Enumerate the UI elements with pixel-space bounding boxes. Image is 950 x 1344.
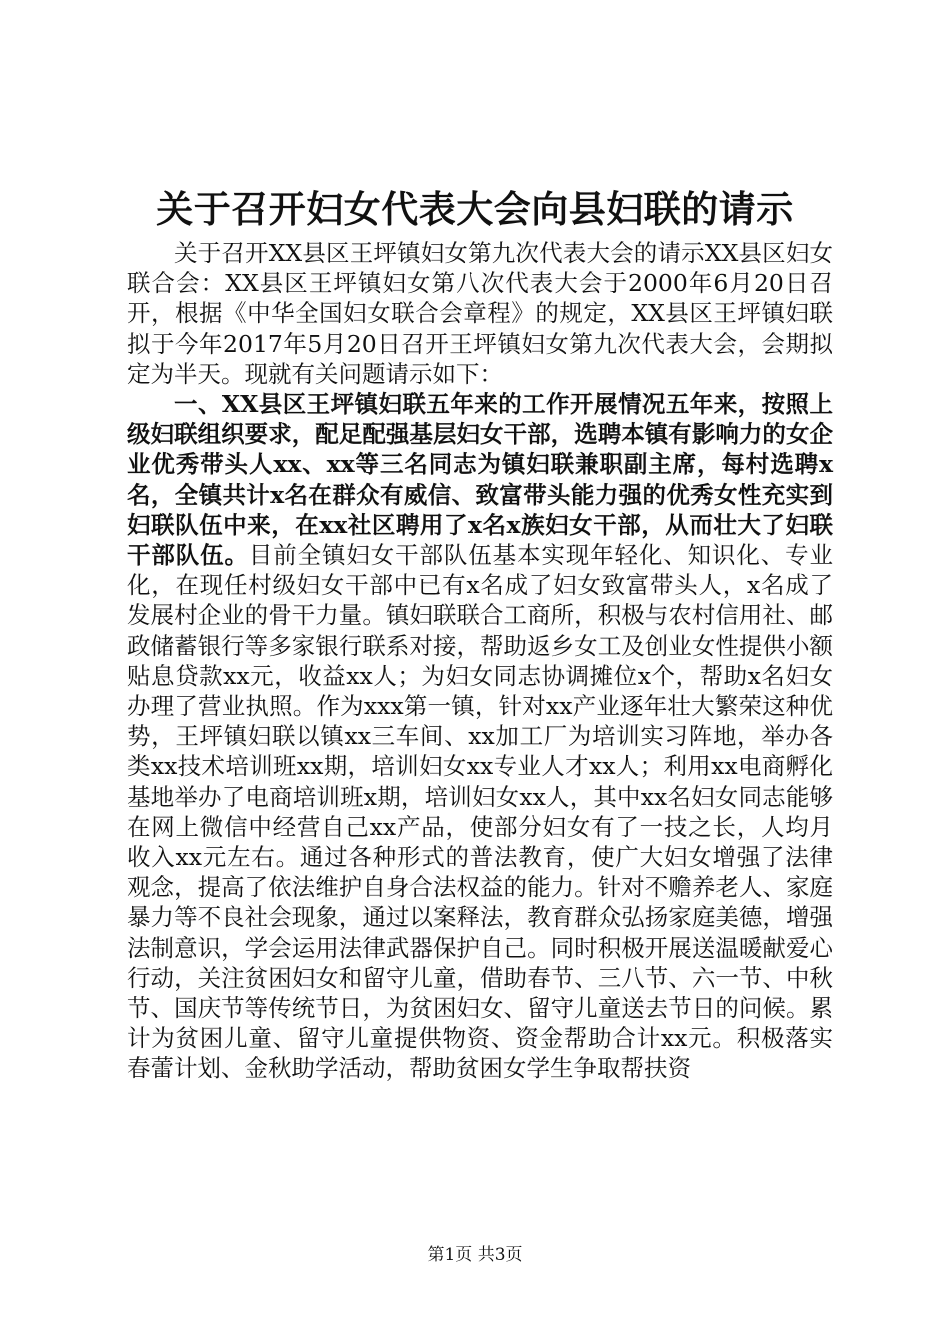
document-title: 关于召开妇女代表大会向县妇联的请示 — [156, 187, 794, 231]
section-one-body: 目前全镇妇女干部队伍基本实现年轻化、知识化、专业化，在现任村级妇女干部中已有x名成了妇女致富带头人，x名成了发展村企业的骨干力量。镇妇联联合工商所，积极与农村信用社、邮政储蓄银行等多家银行联系对接，帮助返乡女工及创业女性提供小额贴息贷款xx元，收益xx人；为妇女同志协调摊位x个，帮助x名妇女办理了营业执照。作为xxx第一镇，针对xx产业逐年壮大繁荣这种优势，王坪镇妇联以镇xx三车间、xx加工厂为培训实习阵地，举办各类xx技术培训班xx期，培训妇女xx专业人才xx人；利用xx电商孵化基地举办了电商培训班x期，培训妇女xx人，其中xx名妇女同志能够在网上微信中经营自己xx产品，使部分妇女有了一技之长，人均月收入xx元左右。通过各种形式的普法教育，使广大妇女增强了法律观念，提高了依法维护自身合法权益的能力。针对不赡养老人、家庭暴力等不良社会现象，通过以案释法，教育群众弘扬家庭美德，增强法制意识，学会运用法律武器保护自己。同时积极开展送温暖献爱心行动，关注贫困妇女和留守儿童，借助春节、三八节、六一节、中秋节、国庆节等传统节日，为贫困妇女、留守儿童送去节日的问候。累计为贫困儿童、留守儿童提供物资、资金帮助合计xx元。积极落实春蕾计划、金秋助学活动，帮助贫困女学生争取帮扶资 — [127, 541, 833, 1083]
paragraph-section-one — [127, 389, 833, 1084]
page-number-footer: 第1页 共3页 — [427, 1245, 523, 1265]
document-body — [127, 238, 833, 1084]
section-one-heading: 一、XX县区王坪镇妇联五年来的工作开展情况五年来，按照上级妇联组织要求，配足配强基层妇女干部，选聘本镇有影响力的女企业优秀带头人xx、xx等三名同志为镇妇联兼职副主席，每村选聘x名，全镇共计x名在群众有威信、致富带头能力强的优秀女性充实到妇联队伍中来，在xx社区聘用了x名x族妇女干部，从而壮大了妇联干部队伍。 — [127, 390, 833, 570]
paragraph-intro: 关于召开XX县区王坪镇妇女第九次代表大会的请示XX县区妇女联合会：XX县区王坪镇妇女第八次代表大会于2000年6月20日召开，根据《中华全国妇女联合会章程》的规定，XX县区王坪镇妇联拟于今年2017年5月20日召开王坪镇妇女第九次代表大会，会期拟定为半天。现就有关问题请示如下： — [127, 239, 833, 388]
